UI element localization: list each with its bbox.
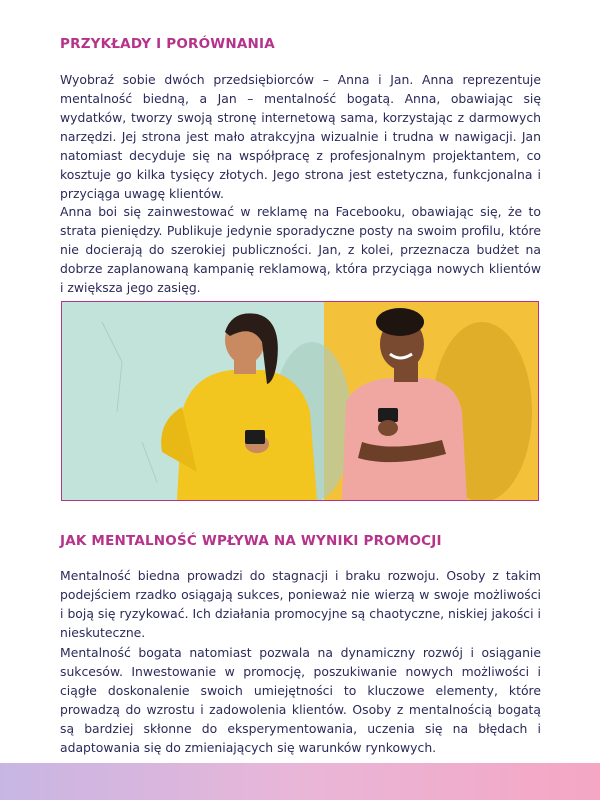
section-heading-examples: PRZYKŁADY I PORÓWNANIA	[60, 36, 275, 52]
section-heading-mentality-impact: JAK MENTALNOŚĆ WPŁYWA NA WYNIKI PROMOCJI	[60, 533, 442, 549]
paragraph-poor-mentality: Mentalność biedna prowadzi do stagnacji i braku rozwoju. Osoby z takim podejściem rzadko osiągają sukces, ponieważ nie wierzą w swoje możliwości i boją się ryzykować. Ich działania promocyjne są chaotyczne, niskiej jakości i nieskuteczne.	[60, 568, 541, 640]
paragraph-rich-mentality: Mentalność bogata natomiast pozwala na dynamiczny rozwój i osiąganie sukcesów. Inwestowanie w promocję, poszukiwanie nowych możliwości i ciągłe doskonalenie swoich umiejętności to kluczowe elementy, które prowadzą do wzrostu i zadowolenia klientów. Osoby z mentalnością bogatą są bardziej skłonne do eksperymentowania, uczenia się na błędach i adaptowania się do zmieniających się warunków rynkowych.	[60, 645, 541, 755]
paragraph-anna-jan-ads: Anna boi się zainwestować w reklamę na Facebooku, obawiając się, że to strata pieniędzy. Publikuje jedynie sporadyczne posty na swoim profilu, które nie docierają do szerokiej publiczności. Jan, z kolei, przeznacza budżet na dobrze zaplanowaną kampanię reklamową, która przyciąga nowych klientów i zwiększa jego zasięg.	[60, 204, 541, 295]
footer-gradient-bar	[0, 763, 600, 800]
photo-two-people-with-phones	[61, 301, 539, 501]
paragraph-anna-jan-website: Wyobraź sobie dwóch przedsiębiorców – Anna i Jan. Anna reprezentuje mentalność biedną, a Jan – mentalność bogatą. Anna, obawiając się wydatków, tworzy swoją stronę internetową sama, korzystając z darmowych narzędzi. Jej strona jest mało atrakcyjna wizualnie i trudna w nawigacji. Jan natomiast decyduje się na współpracę z profesjonalnym projektantem, co kosztuje go kilka tysięcy złotych. Jego strona jest estetyczna, funkcjonalna i przyciąga uwagę klientów.	[60, 72, 541, 201]
